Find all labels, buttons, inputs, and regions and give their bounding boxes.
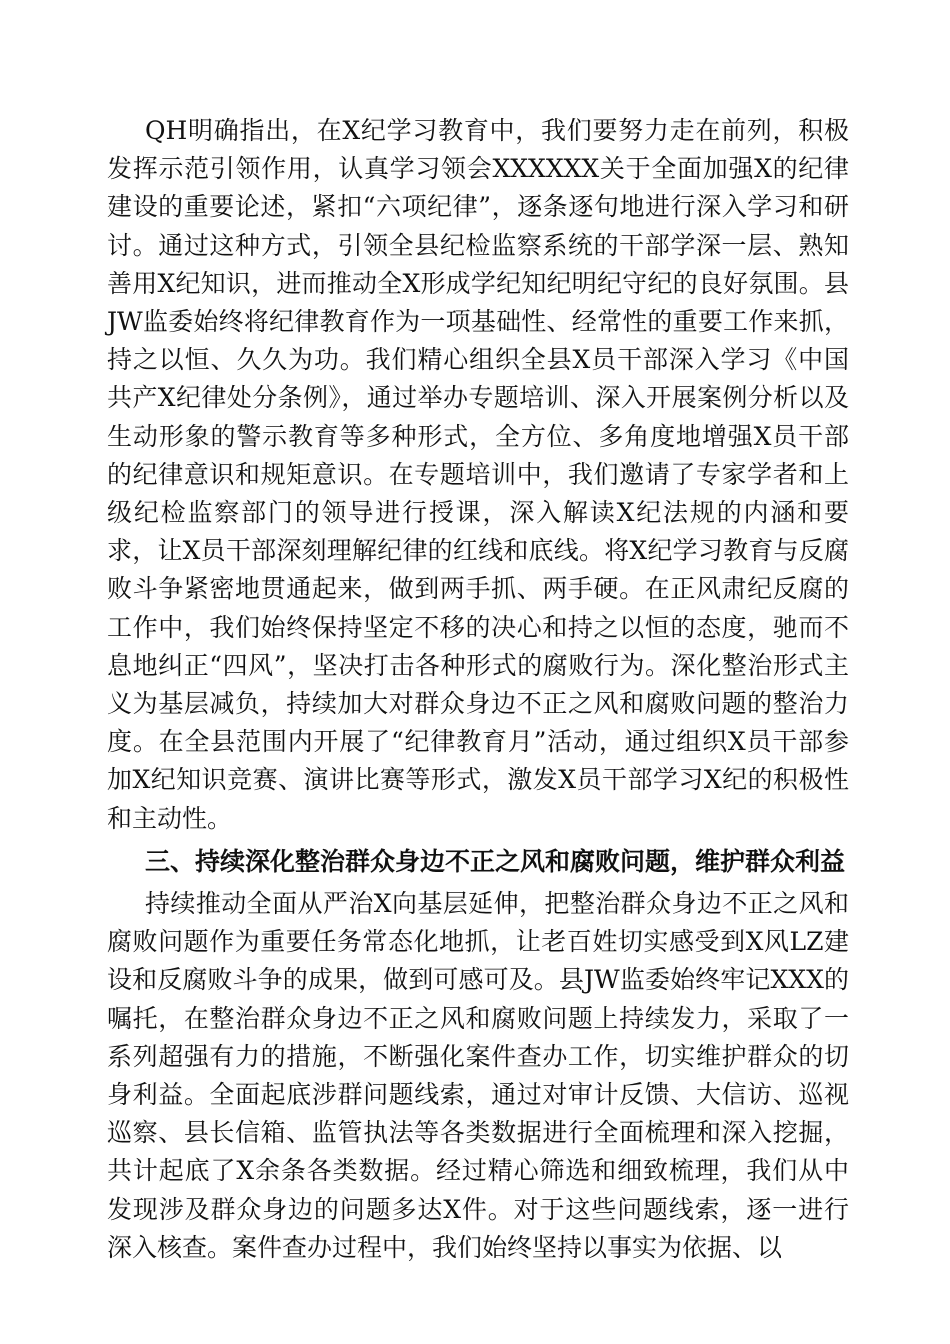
section-heading-three: 三、持续深化整治群众身边不正之风和腐败问题，维护群众利益 (145, 846, 846, 876)
document-body (107, 112, 849, 1267)
body-paragraph-rectification: 持续推动全面从严治X向基层延伸，把整治群众身边不正之风和腐败问题作为重要任务常态化地抓，让老百姓切实感受到X风LZ建设和反腐败斗争的成果，做到可感可及。县JW监委始终牢记XXX的嘱托，在整治群众身边不正之风和腐败问题上持续发力，采取了一系列超强有力的措施，不断强化案件查办工作，切实维护群众的切身利益。全面起底涉群问题线索，通过对审计反馈、大信访、巡视巡察、县长信箱、监管执法等各类数据进行全面梳理和深入挖掘，共计起底了X余条各类数据。经过精心筛选和细致梳理，我们从中发现涉及群众身边的问题多达X件。对于这些问题线索，逐一进行深入核查。案件查办过程中，我们始终坚持以事实为依据、以 (107, 889, 849, 1262)
body-paragraph-discipline-education: QH明确指出，在X纪学习教育中，我们要努力走在前列，积极发挥示范引领作用，认真学习领会XXXXXX关于全面加强X的纪律建设的重要论述，紧扣“六项纪律”，逐条逐句地进行深入学习和研讨。通过这种方式，引领全县纪检监察系统的干部学深一层、熟知善用X纪知识，进而推动全X形成学纪知纪明纪守纪的良好氛围。县JW监委始终将纪律教育作为一项基础性、经常性的重要工作来抓，持之以恒、久久为功。我们精心组织全县X员干部深入学习《中国共产X纪律处分条例》，通过举办专题培训、深入开展案例分析以及生动形象的警示教育等多种形式，全方位、多角度地增强X员干部的纪律意识和规矩意识。在专题培训中，我们邀请了专家学者和上级纪检监察部门的领导进行授课，深入解读X纪法规的内涵和要求，让X员干部深刻理解纪律的红线和底线。将X纪学习教育与反腐败斗争紧密地贯通起来，做到两手抓、两手硬。在正风肃纪反腐的工作中，我们始终保持坚定不移的决心和持之以恒的态度，驰而不息地纠正“四风”，坚决打击各种形式的腐败行为。深化整治形式主义为基层减负，持续加大对群众身边不正之风和腐败问题的整治力度。在全县范围内开展了“纪律教育月”活动，通过组织X员干部参加X纪知识竞赛、演讲比赛等形式，激发X员干部学习X纪的积极性和主动性。 (107, 116, 849, 833)
